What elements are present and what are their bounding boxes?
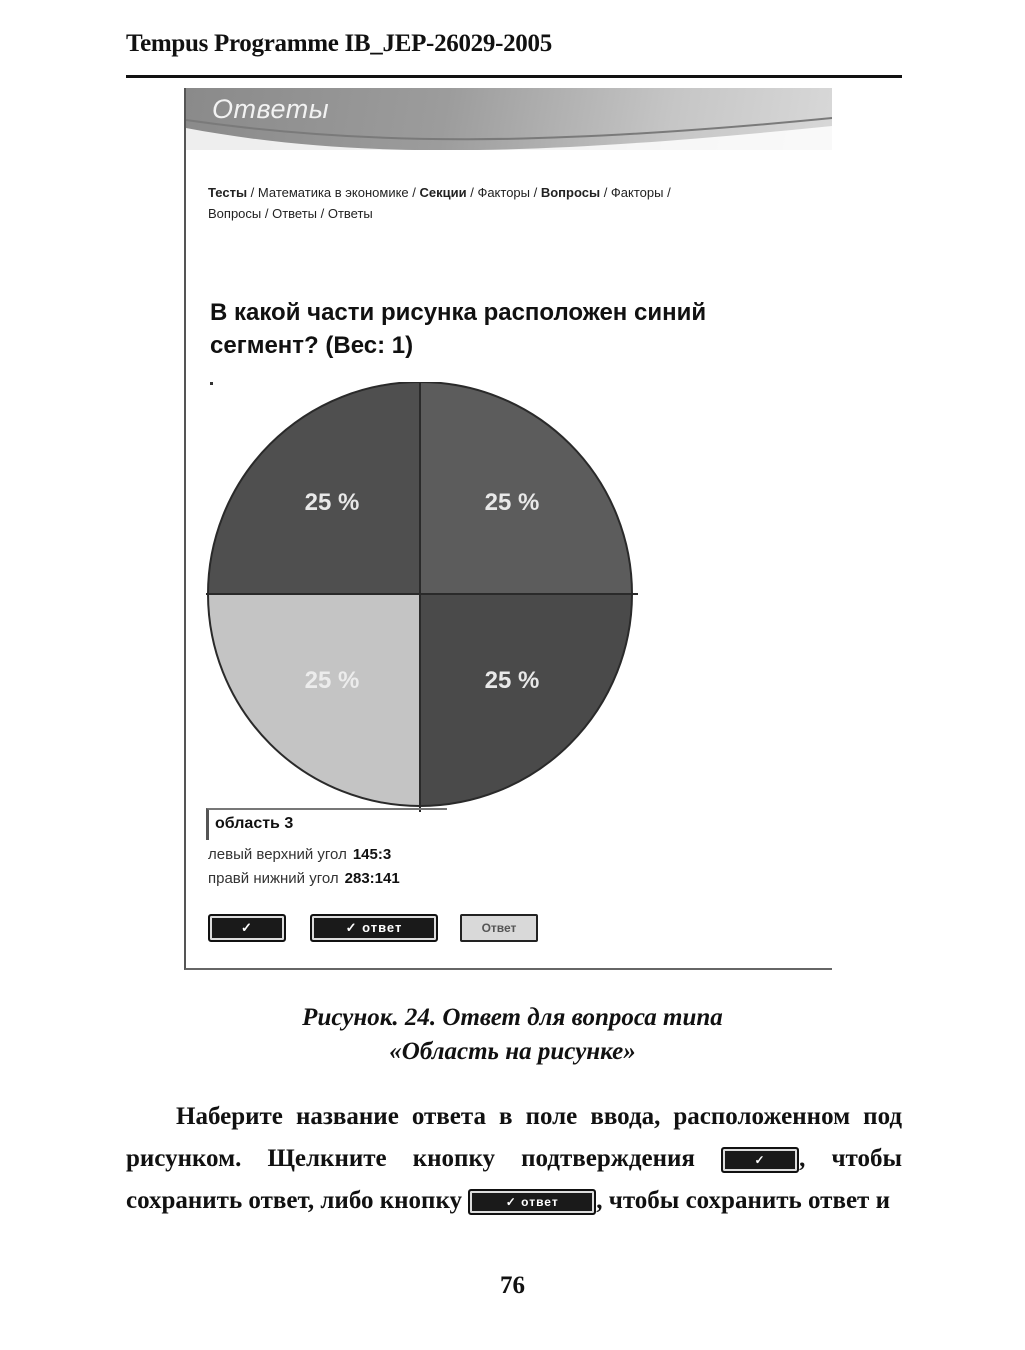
question-title: В какой части рисунка расположен синий сегмент? (Вес: 1) [210,299,707,359]
pie-slice-bottom-right[interactable] [420,594,632,806]
figure-caption-line-2: «Область на рисунке» [389,1038,636,1065]
breadcrumb-text[interactable]: / Математика в экономике / [247,185,420,200]
pie-slice-top-right[interactable] [420,382,632,594]
slice-label-top-right: 25 % [484,489,540,516]
inline-answer-button: ✓ ответ [468,1189,596,1215]
answer-input[interactable]: область 3 [206,808,447,840]
bottom-right-value: 283:141 [344,870,400,887]
top-left-value: 145:3 [352,846,392,863]
breadcrumb-line-2[interactable]: Вопросы / Ответы / Ответы [208,206,373,221]
header-rule [126,75,902,78]
slice-label-top-left: 25 % [304,489,360,516]
top-left-label: левый верхний угол [208,846,347,863]
answer-button[interactable]: ✓ ответ [310,914,438,942]
breadcrumb [208,182,818,224]
slice-label-bottom-left: 25 % [304,667,360,694]
figure-caption-line-1: Рисунок. 24. Ответ для вопроса типа [302,1004,723,1031]
pie-slice-bottom-left[interactable] [208,594,420,806]
pie-chart[interactable] [206,382,646,812]
inline-confirm-button: ✓ [721,1147,799,1173]
top-left-corner-row [208,846,391,863]
breadcrumb-link-questions[interactable]: Вопросы [540,185,601,200]
page-banner [186,88,832,150]
breadcrumb-link-sections[interactable]: Секции [419,185,467,200]
third-button[interactable]: Ответ [460,914,538,942]
bottom-right-corner-row [208,870,400,887]
running-head: Tempus Programme IB_JEP-26029-2005 [126,30,552,57]
breadcrumb-text[interactable]: / Факторы / [600,185,671,200]
slice-label-bottom-right: 25 % [484,667,540,694]
breadcrumb-text[interactable]: / Факторы / [466,185,541,200]
screenshot-figure [184,88,832,970]
confirm-button[interactable]: ✓ [208,914,286,942]
pie-slice-top-left[interactable] [208,382,420,594]
body-text-part-1: Наберите название ответа в поле ввода, расположенном под рисунком. Щелкните кнопку подтверждения [126,1103,902,1172]
body-text-part-3: , чтобы сохранить ответ и [596,1187,890,1214]
body-paragraph [126,1096,902,1222]
breadcrumb-link-tests[interactable]: Тесты [208,185,248,200]
banner-title: Ответы [212,94,330,124]
bottom-right-label: правй нижний угол [208,870,339,887]
page-number: 76 [500,1272,525,1299]
body-text-part-2: , чтобы сохранить ответ, либо кнопку [126,1145,903,1214]
